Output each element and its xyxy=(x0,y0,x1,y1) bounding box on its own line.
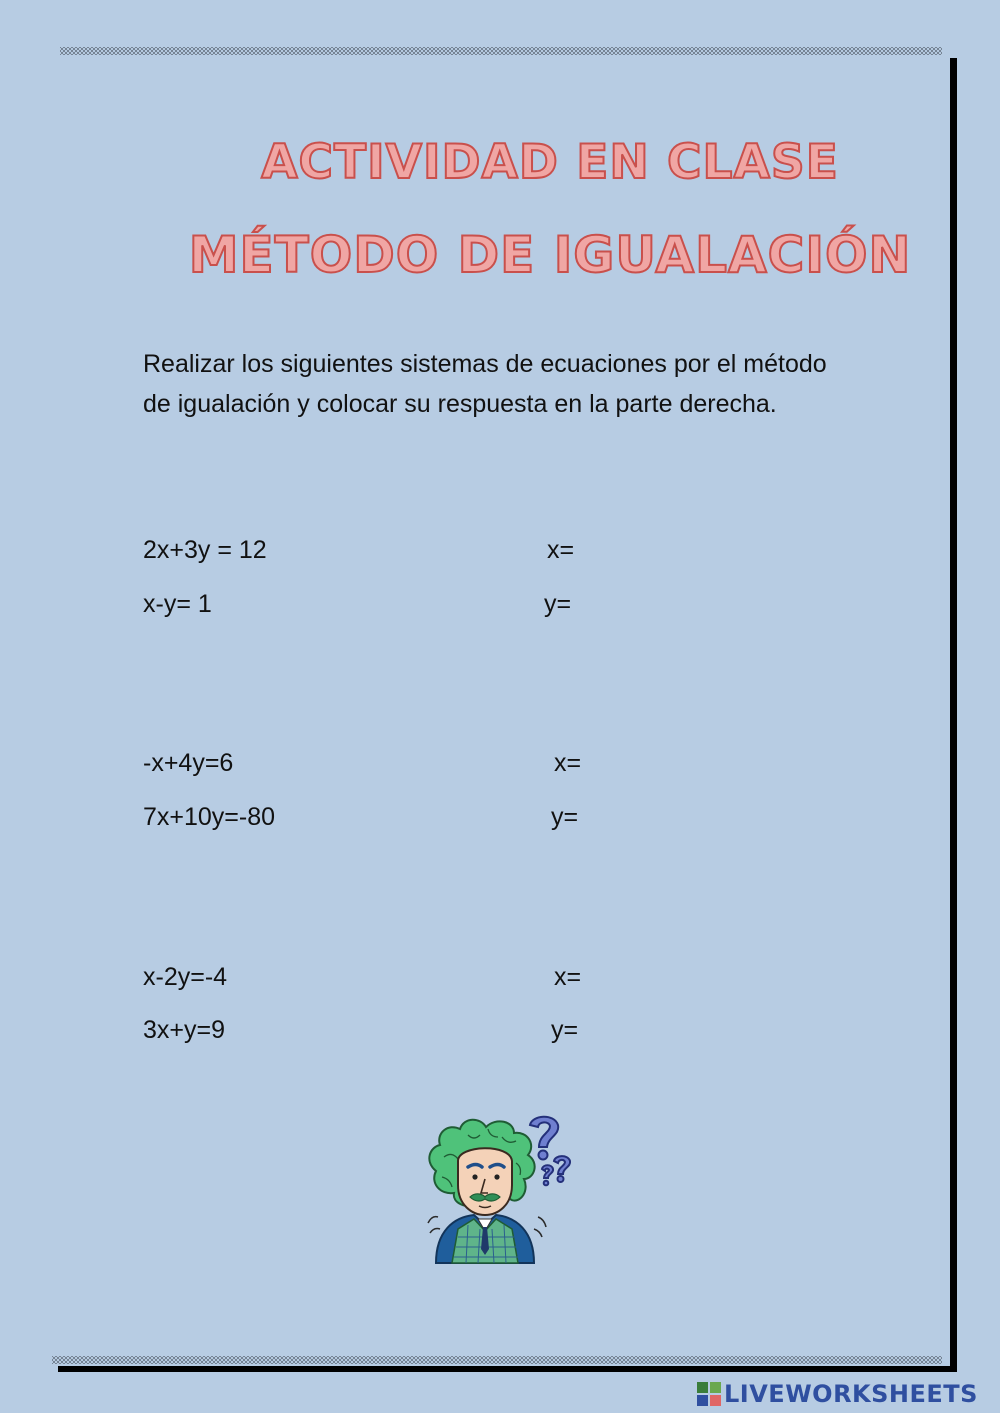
bottom-page-border xyxy=(58,1366,957,1372)
system-2-equation-2: 7x+10y=-80 xyxy=(143,803,276,831)
top-dotted-border xyxy=(60,47,942,55)
bottom-dotted-border xyxy=(52,1356,942,1364)
system-3-equation-2: 3x+y=9 xyxy=(143,1016,226,1044)
system-3-equation-1: x-2y=-4 xyxy=(143,963,228,991)
system-1-equation-2: x-y= 1 xyxy=(143,590,212,618)
system-1-y-answer-label: y= xyxy=(544,590,572,618)
system-2-equation-1: -x+4y=6 xyxy=(143,749,234,777)
system-3-y-answer-label: y= xyxy=(551,1016,579,1044)
confused-thinker-icon xyxy=(418,1113,578,1265)
system-2-y-answer-label: y= xyxy=(551,803,579,831)
footer-brand-text: LIVEWORKSHEETS xyxy=(724,1380,978,1408)
system-1-equation-1: 2x+3y = 12 xyxy=(143,536,267,564)
system-2-x-answer-label: x= xyxy=(554,749,582,777)
system-3-x-answer-label: x= xyxy=(554,963,582,991)
footer-brand xyxy=(697,1378,978,1410)
system-1-x-answer-label: x= xyxy=(547,536,575,564)
title-line-2: MÉTODO DE IGUALACIÓN xyxy=(188,226,912,284)
liveworksheets-logo-icon xyxy=(697,1382,721,1406)
title-line-1: ACTIVIDAD EN CLASE xyxy=(261,135,839,190)
instructions-text: Realizar los siguientes sistemas de ecuaciones por el método de igualación y colocar su respuesta en la parte derecha. xyxy=(143,350,827,418)
